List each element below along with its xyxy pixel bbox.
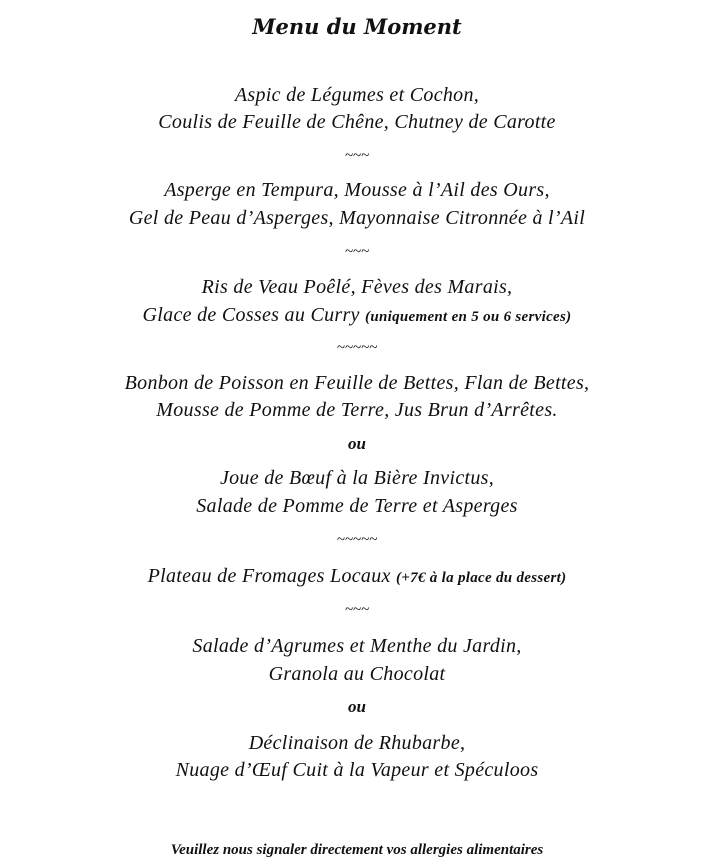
separator: ~~~ [344,244,370,260]
cheese-line [0,565,714,588]
course2-line2: Gel de Peau d’Asperges, Mayonnaise Citronnée à l’Ail [128,207,586,229]
course1-line2: Coulis de Feuille de Chêne, Chutney de Carotte [158,111,556,133]
course3-note: (uniquement en 5 ou 6 services) [365,309,572,325]
course4a-line1: Bonbon de Poisson en Feuille de Bettes, Flan de Bettes, [124,372,590,394]
course4b-line1: Joue de Bœuf à la Bière Invictus, [219,467,495,489]
or-divider: ou [348,697,366,716]
separator: ~~~ [344,602,370,618]
cheese-note: (+7€ à la place du dessert) [396,570,567,586]
separator: ~~~~~ [336,532,378,548]
dessert-b-line1: Déclinaison de Rhubarbe, [248,732,466,754]
or-divider: ou [348,434,366,453]
course4a-line2: Mousse de Pomme de Terre, Jus Brun d’Arrêtes. [156,399,558,421]
dessert-b-line2: Nuage d’Œuf Cuit à la Vapeur et Spéculoos [175,759,539,781]
dessert-a-line2: Granola au Chocolat [268,663,446,685]
dessert-a-line1: Salade d’Agrumes et Menthe du Jardin, [192,635,522,657]
cheese-text: Plateau de Fromages Locaux [147,565,391,587]
course3-line2-text: Glace de Cosses au Curry [142,304,360,326]
course4b-line2: Salade de Pomme de Terre et Asperges [196,495,518,517]
menu-title: Menu du Moment [252,14,462,39]
course1-line1: Aspic de Légumes et Cochon, [234,84,480,106]
course2-line1: Asperge en Tempura, Mousse à l’Ail des Ours, [164,179,550,201]
course3-line1: Ris de Veau Poêlé, Fèves des Marais, [201,276,513,298]
course3-line2 [0,304,714,327]
separator: ~~~~~ [336,340,378,356]
allergy-notice: Veuillez nous signaler directement vos allergies alimentaires [170,842,544,858]
separator: ~~~ [344,148,370,164]
